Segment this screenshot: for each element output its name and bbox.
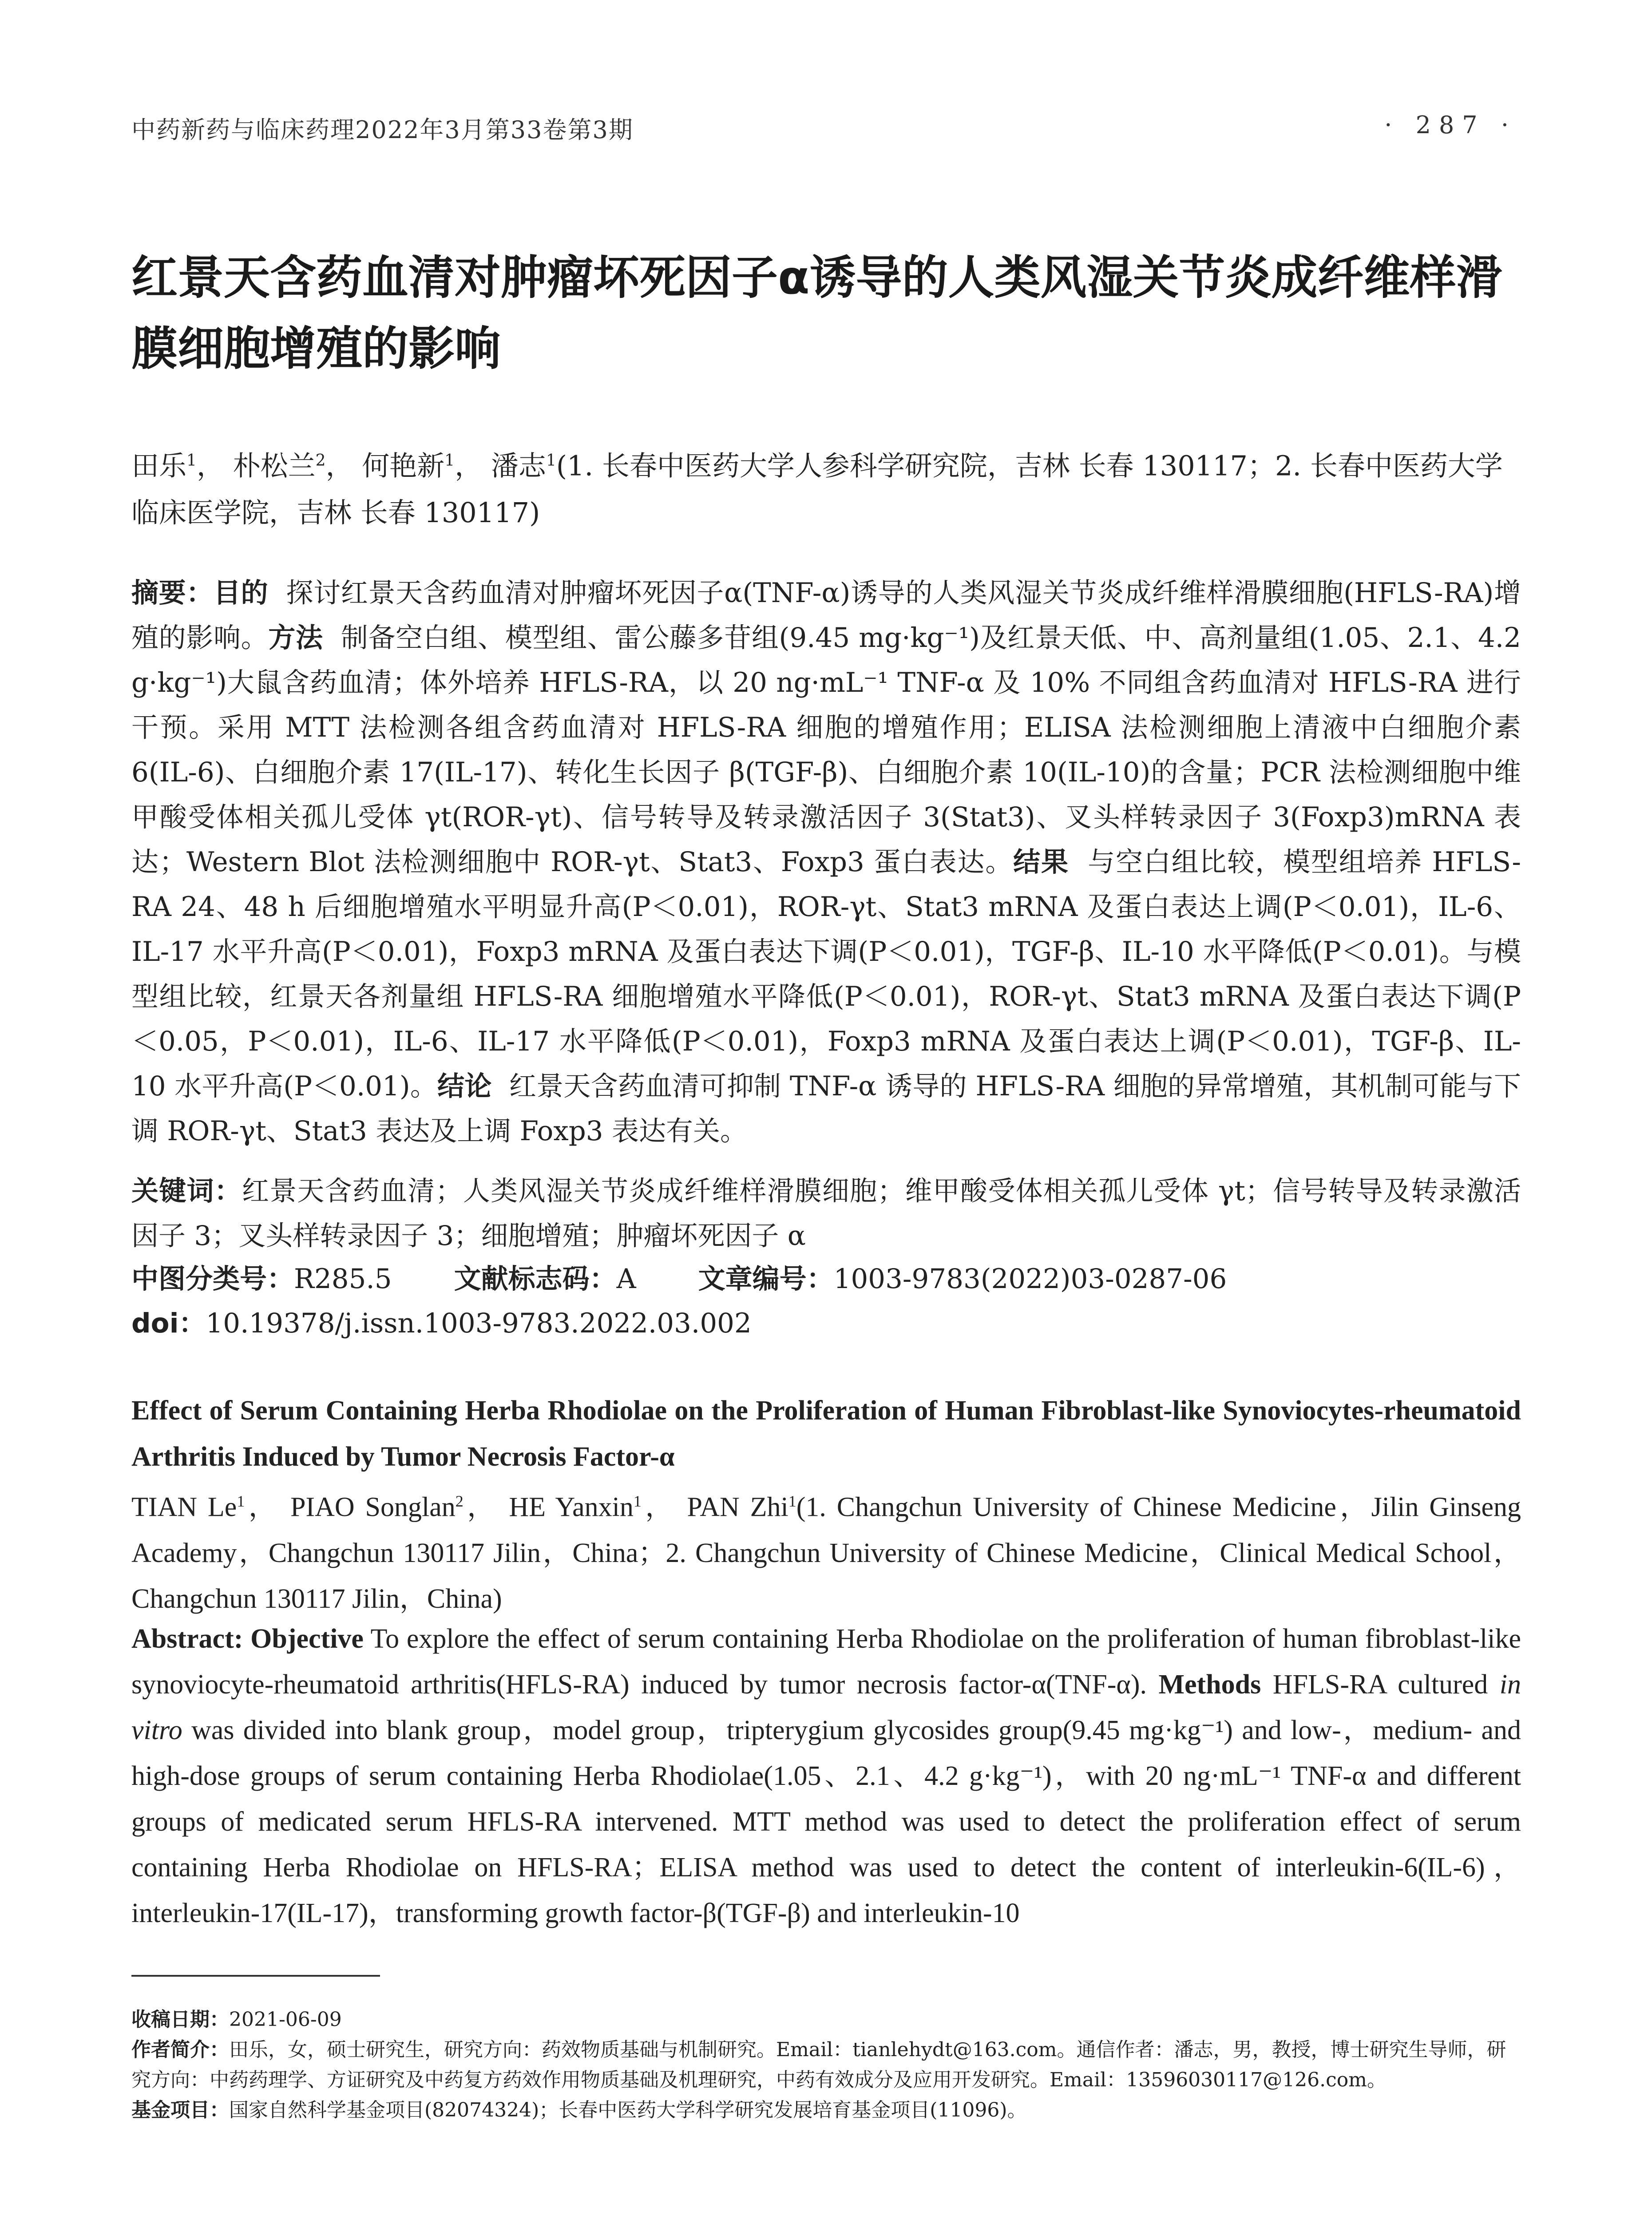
abstract-label: 摘要： [131,577,214,609]
doi-label: doi： [131,1308,206,1339]
author-affiliation-mark: 2 [315,452,326,470]
en-objective-text: To explore the effect of serum containing Herba Rhodiolae on the proliferation of human fibroblast-like synoviocyte-rheumatoid arthritis(HFLS-RA) induced by tumor necrosis factor-α(TNF-α). [131,1624,1521,1700]
keywords-label: 关键词： [131,1175,242,1207]
keywords-text: 红景天含药血清；人类风湿关节炎成纤维样滑膜细胞；维甲酸受体相关孤儿受体 γt；信号转导及转录激活因子 3；叉头样转录因子 3；细胞增殖；肿瘤坏死因子 α [131,1175,1521,1252]
keywords [131,1169,1521,1258]
footnotes [131,2005,1521,2125]
author-line: 田乐$^1$， 朴松兰$^2$， 何艳新$^1$， 潘志$^1$(1. 长春中医药大学人参科学研究院，吉林 长春 130117；2. 长春中医药大学临床医学院，吉林 长春 130117) [131,449,1503,529]
results-text: 与空白组比较，模型组培养 HFLS-RA 24、48 h 后细胞增殖水平明显升高(P＜0.01)，ROR-γt、Stat3 mRNA 及蛋白表达上调(P＜0.01)，IL-6、IL-17 水平升高(P＜0.01)，Foxp3 mRNA 及蛋白表达下调(P＜0.01)，TGF-β、IL-10 水平降低(P＜0.01)。与模型组比较，红景天各剂量组 HFLS-RA 细胞增殖水平降低(P＜0.01)，ROR-γt、Stat3 mRNA 及蛋白表达下调(P＜0.05，P＜0.01)，IL-6、IL-17 水平降低(P＜0.01)，Foxp3 mRNA 及蛋白表达上调(P＜0.01)，TGF-β、IL-10 水平升高(P＜0.01)。 [131,846,1521,1102]
journal-issue-line: 中药新药与临床药理2022年3月第33卷第3期 [131,116,634,144]
received-date-note [131,2005,1521,2035]
en-abstract-label: Abstract: [131,1624,243,1654]
en-methods-label: Methods [1158,1669,1261,1700]
english-abstract [131,1616,1521,1936]
english-author-line: TIAN Le$^1$， PIAO Songlan$^2$， HE Yanxin$^1$， PAN Zhi$^1$(1. Changchun University of Chinese Medicine，Jilin Ginseng Academy，Changchun 130117 Jilin，China；2. Changchun University of Chinese Medicine，Clinical Medical School，Changchun 130117 Jilin，China) [131,1492,1521,1614]
running-head [131,111,1517,155]
author-name: PAN Zhi [687,1492,788,1522]
conclusion-label: 结论 [437,1070,492,1102]
classification-line [131,1257,1521,1301]
author-name: 朴松兰 [233,449,316,482]
author-name: 何艳新 [362,449,445,482]
doi-line [131,1301,1521,1346]
en-methods-italic: in vitro [131,1669,1521,1745]
conclusion-text: 红景天含药血清可抑制 TNF-α 诱导的 HFLS-RA 细胞的异常增殖，其机制可能与下调 ROR-γt、Stat3 表达及上调 Foxp3 表达有关。 [131,1070,1521,1147]
received-label: 收稿日期： [131,2008,229,2031]
author-bio-value: 田乐，女，硕士研究生，研究方向：药效物质基础与机制研究。Email：tianlehydt@163.com。通信作者：潘志，男，教授，博士研究生导师，研究方向：中药药理学、方证研究及中药复方药效作用物质基础及机理研究，中药有效成分及应用开发研究。Email：13596030117@126.com。 [131,2038,1506,2091]
results-label: 结果 [1013,846,1069,878]
received-value: 2021-06-09 [229,2008,342,2031]
fund-value: 国家自然科学基金项目(82074324)；长春中医药大学科学研究发展培育基金项目(11096)。 [229,2099,1027,2121]
author-name: 田乐 [131,449,187,482]
doc-code-value: A [616,1263,636,1295]
objective-text: 探讨红景天含药血清对肿瘤坏死因子α(TNF-α)诱导的人类风湿关节炎成纤维样滑膜细胞(HFLS-RA)增殖的影响。 [131,577,1521,654]
article-title: 红景天含药血清对肿瘤坏死因子α诱导的人类风湿关节炎成纤维样滑膜细胞增殖的影响 [131,250,1502,376]
doc-code-label: 文献标志码： [454,1263,617,1295]
author-name: PIAO Songlan [290,1492,456,1522]
en-methods-text: HFLS-RA cultured [1272,1669,1488,1700]
en-methods-text-cont: was divided into blank group，model group，tripterygium glycosides group(9.45 mg·kg⁻¹) and low-，medium- and high-dose groups of serum containing Herba Rhodiolae(1.05、2.1、4.2 g·kg⁻¹)，with 20 ng·mL⁻¹ TNF-α and different groups of medicated serum HFLS-RA intervened. MTT method was used to detect the proliferation effect of serum containing Herba Rhodiolae on HFLS-RA；ELISA method was used to detect the content of interleukin-6(IL-6)，interleukin-17(IL-17)，transforming growth factor-β(TGF-β) and interleukin-10 [131,1715,1521,1928]
article-number-value: 1003-9783(2022)03-0287-06 [833,1263,1227,1295]
objective-label: 目的 [214,577,269,609]
clc-label: 中图分类号： [131,1263,294,1295]
doi-value: 10.19378/j.issn.1003-9783.2022.03.002 [206,1308,752,1339]
chinese-abstract [131,571,1521,1154]
author-bio-label: 作者简介： [131,2038,229,2061]
author-name: HE Yanxin [509,1492,634,1522]
author-name: 潘志 [491,449,546,482]
author-bio-note [131,2035,1521,2095]
author-affiliation-mark: 1 [186,452,197,470]
en-objective-label: Objective [250,1624,364,1654]
clc-value: R285.5 [294,1263,392,1295]
methods-label: 方法 [268,622,323,654]
page-number: · 287 · [1384,111,1517,139]
author-affiliation-mark: 1 [633,1492,642,1510]
author-affiliations: (1. 长春中医药大学人参科学研究院，吉林 长春 130117；2. 长春中医药大学临床医学院，吉林 长春 130117) [131,449,1503,529]
author-affiliation-mark: 1 [546,452,556,470]
author-name: TIAN Le [131,1492,237,1522]
english-title: Effect of Serum Containing Herba Rhodiolae on the Proliferation of Human Fibroblast-like Synoviocytes-rheumatoid Arthritis Induced by Tumor Necrosis Factor-α [131,1395,1521,1472]
fund-note [131,2095,1521,2125]
fund-label: 基金项目： [131,2099,229,2121]
author-affiliation-mark: 1 [444,452,455,470]
footnote-rule [131,1975,380,1977]
author-affiliation-mark: 1 [237,1492,245,1510]
english-affiliations: (1. Changchun University of Chinese Medicine，Jilin Ginseng Academy，Changchun 130117 Jilin，China；2. Changchun University of Chinese Medicine，Clinical Medical School，Changchun 130117 Jilin，China) [131,1492,1521,1614]
methods-text: 制备空白组、模型组、雷公藤多苷组(9.45 mg·kg⁻¹)及红景天低、中、高剂量组(1.05、2.1、4.2 g·kg⁻¹)大鼠含药血清；体外培养 HFLS-RA，以 20 ng·mL⁻¹ TNF-α 及 10% 不同组含药血清对 HFLS-RA 进行干预。采用 MTT 法检测各组含药血清对 HFLS-RA 细胞的增殖作用；ELISA 法检测细胞上清液中白细胞介素 6(IL-6)、白细胞介素 17(IL-17)、转化生长因子 β(TGF-β)、白细胞介素 10(IL-10)的含量；PCR 法检测细胞中维甲酸受体相关孤儿受体 γt(ROR-γt)、信号转导及转录激活因子 3(Stat3)、叉头样转录因子 3(Foxp3)mRNA 表达；Western Blot 法检测细胞中 ROR-γt、Stat3、Foxp3 蛋白表达。 [131,622,1521,878]
author-affiliation-mark: 2 [455,1492,464,1510]
article-number-label: 文章编号： [698,1263,834,1295]
author-affiliation-mark: 1 [788,1492,796,1510]
